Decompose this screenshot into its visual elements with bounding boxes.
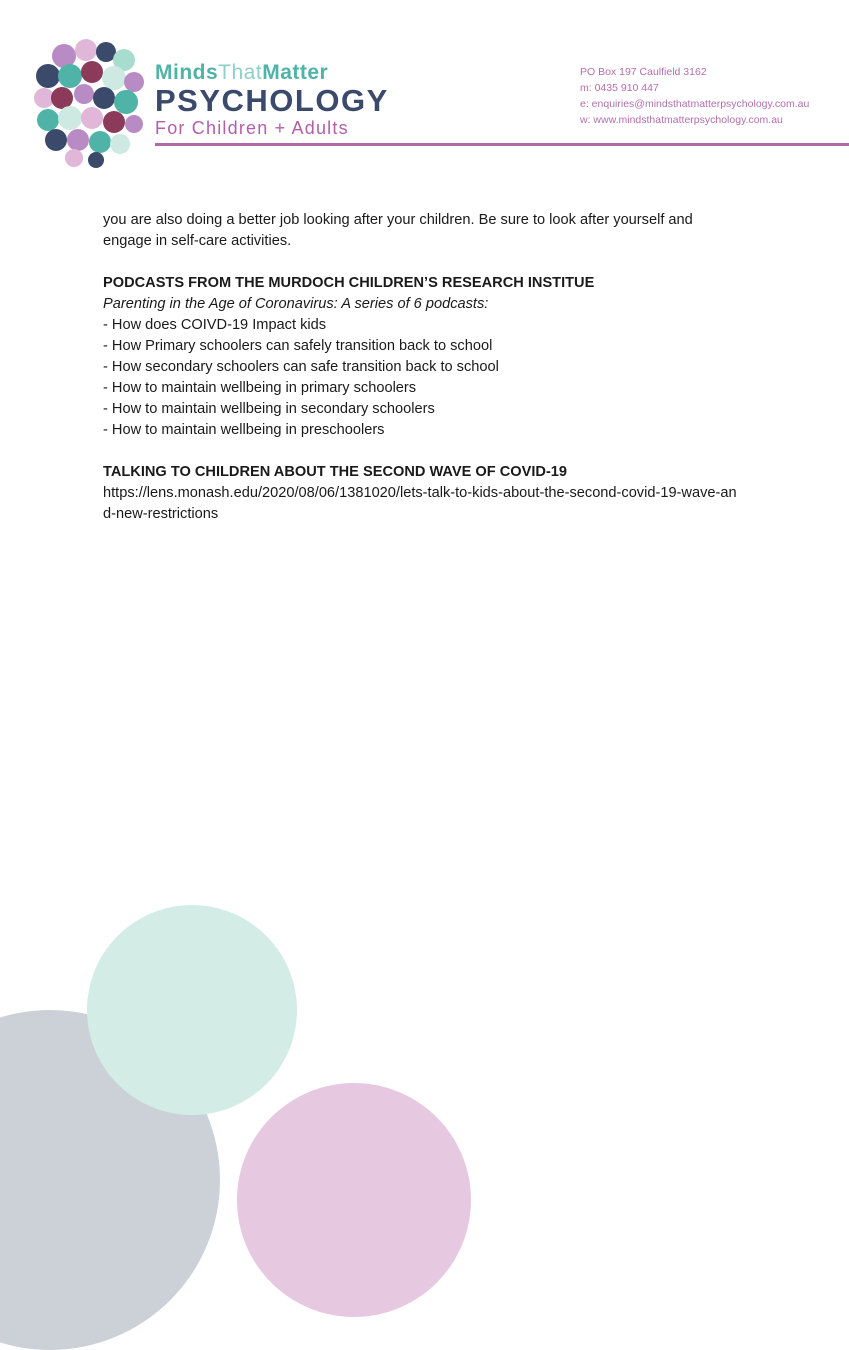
second-wave-link[interactable]: https://lens.monash.edu/2020/08/06/1381020/lets-talk-to-kids-about-the-second-covid-19-wave-and-new-restrictions	[103, 485, 737, 522]
contact-email: e: enquiries@mindsthatmatterpsychology.com.au	[580, 98, 810, 110]
contact-po-box: PO Box 197 Caulfield 3162	[580, 66, 707, 78]
second-wave-heading: TALKING TO CHILDREN ABOUT THE SECOND WAVE OF COVID-19	[103, 464, 568, 480]
podcast-item: - How secondary schoolers can safe transition back to school	[103, 359, 499, 375]
decorative-circle-mint	[87, 905, 297, 1115]
podcast-item: - How to maintain wellbeing in primary schoolers	[103, 380, 417, 396]
header-divider	[155, 143, 849, 146]
podcast-item: - How does COIVD-19 Impact kids	[103, 317, 327, 333]
podcast-item: - How to maintain wellbeing in preschoolers	[103, 422, 385, 438]
contact-web: w: www.mindsthatmatterpsychology.com.au	[580, 114, 783, 126]
brand-word-minds: Minds	[155, 61, 219, 84]
intro-line-1: you are also doing a better job looking after your children. Be sure to look after yourself and	[103, 212, 693, 228]
brain-logo-icon	[34, 38, 146, 168]
contact-block	[580, 64, 809, 128]
intro-line-2: engage in self-care activities.	[103, 233, 292, 249]
document-body	[103, 210, 783, 525]
contact-mobile: m: 0435 910 447	[580, 82, 659, 94]
brand-tagline: For Children + Adults	[155, 118, 349, 138]
podcasts-heading: PODCASTS FROM THE MURDOCH CHILDREN’S RESEARCH INSTITUE	[103, 275, 595, 291]
brand-psychology: PSYCHOLOGY	[155, 83, 389, 118]
brand-word-matter: Matter	[262, 61, 329, 84]
brand-word-that: That	[218, 61, 263, 84]
brand-wordmark	[155, 60, 389, 140]
podcast-item: - How to maintain wellbeing in secondary schoolers	[103, 401, 435, 417]
podcasts-subtitle: Parenting in the Age of Coronavirus: A series of 6 podcasts:	[103, 296, 489, 312]
decorative-circle-pink	[237, 1083, 471, 1317]
podcast-item: - How Primary schoolers can safely transition back to school	[103, 338, 493, 354]
